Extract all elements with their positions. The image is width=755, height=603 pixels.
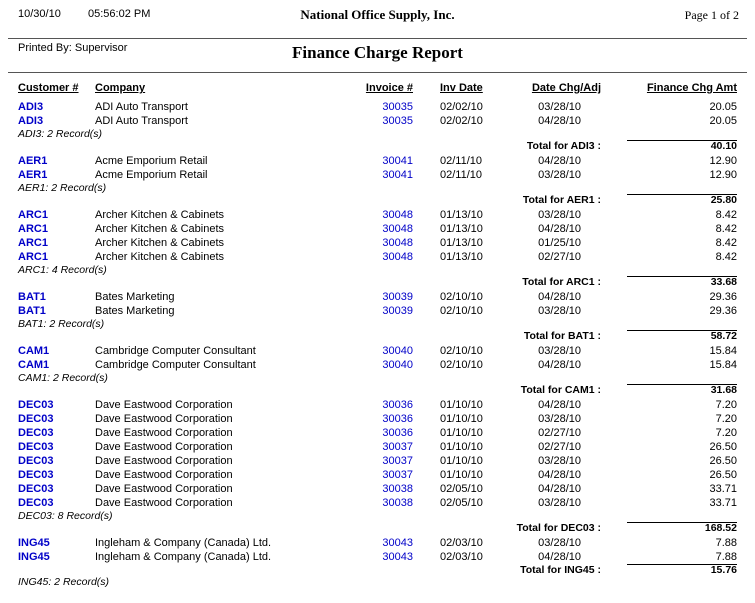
finance-charge-amount: 26.50 [709,469,737,481]
group-total-row [0,384,755,396]
company-name-cell: Cambridge Computer Consultant [95,345,256,357]
finance-charge-amount: 33.71 [709,483,737,495]
charge-adj-date-cell: 02/27/10 [538,251,581,263]
group-total-label: Total for ADI3 : [526,140,601,152]
charge-row [0,482,755,496]
finance-charge-amount: 15.84 [709,359,737,371]
group-total-row [0,140,755,152]
finance-charge-amount: 15.84 [709,345,737,357]
charge-adj-date-cell: 02/27/10 [538,427,581,439]
record-count-label: ING45: 2 Record(s) [18,576,110,588]
invoice-number-link[interactable]: 30035 [382,115,413,127]
company-name-cell: Dave Eastwood Corporation [95,441,233,453]
report-title: Finance Charge Report [292,43,463,62]
customer-id-link[interactable]: AER1 [18,155,48,167]
customer-id-link[interactable]: DEC03 [18,469,54,481]
invoice-number-link[interactable]: 30040 [382,345,413,357]
customer-id-link[interactable]: DEC03 [18,497,54,509]
page-indicator: Page 1 of 2 [684,8,739,22]
group-total-amount: 31.68 [601,384,737,396]
customer-id-link[interactable]: DEC03 [18,455,54,467]
finance-charge-amount: 12.90 [709,169,737,181]
group-total-row [0,330,755,342]
invoice-date-cell: 02/05/10 [440,497,483,509]
customer-id-link[interactable]: ARC1 [18,251,48,263]
charge-adj-date-cell: 04/28/10 [538,551,581,563]
column-header-row [0,78,755,100]
column-header-company: Company [95,82,146,94]
charge-adj-date-cell: 02/27/10 [538,441,581,453]
invoice-date-cell: 01/13/10 [440,251,483,263]
invoice-date-cell: 02/10/10 [440,305,483,317]
record-count-row [0,128,755,140]
customer-id-link[interactable]: AER1 [18,169,48,181]
invoice-date-cell: 01/10/10 [440,455,483,467]
invoice-number-link[interactable]: 30036 [382,427,413,439]
customer-id-link[interactable]: DEC03 [18,413,54,425]
page-header [0,0,755,78]
group-total-amount: 168.52 [601,522,737,534]
invoice-number-link[interactable]: 30036 [382,413,413,425]
group-total-label: Total for CAM1 : [520,384,601,396]
record-count-row [0,182,755,194]
printed-by: Printed By: Supervisor [18,42,128,54]
charge-row [0,208,755,222]
record-count-row [0,576,755,588]
customer-id-link[interactable]: ARC1 [18,209,48,221]
charge-row [0,440,755,454]
charge-row [0,250,755,264]
company-name-cell: Archer Kitchen & Cabinets [95,251,225,263]
record-count-row [0,372,755,384]
charge-row [0,412,755,426]
finance-charge-amount: 7.88 [715,551,737,563]
charge-adj-date-cell: 03/28/10 [538,537,581,549]
company-name-cell: Archer Kitchen & Cabinets [95,237,225,249]
company-name-cell: Ingleham & Company (Canada) Ltd. [95,551,272,563]
charge-adj-date-cell: 03/28/10 [538,455,581,467]
customer-id-link[interactable]: CAM1 [18,359,50,371]
finance-charge-amount: 33.71 [709,497,737,509]
charge-row [0,536,755,550]
group-total-amount: 58.72 [601,330,737,342]
invoice-date-cell: 02/11/10 [440,155,483,167]
charge-adj-date-cell: 04/28/10 [538,359,581,371]
invoice-number-link[interactable]: 30036 [382,399,413,411]
company-name: National Office Supply, Inc. [300,7,455,22]
charge-row [0,154,755,168]
column-header-customer: Customer # [18,82,79,94]
charge-row [0,114,755,128]
record-count-label: ADI3: 2 Record(s) [18,128,103,140]
charge-row [0,168,755,182]
finance-charge-amount: 7.20 [715,427,737,439]
customer-id-link[interactable]: ADI3 [18,101,44,113]
customer-group-ing45 [0,536,755,588]
group-total-label: Total for ARC1 : [522,276,601,288]
charge-adj-date-cell: 03/28/10 [538,413,581,425]
finance-charge-amount: 7.20 [715,399,737,411]
group-total-amount: 40.10 [601,140,737,152]
charge-row [0,100,755,114]
charge-adj-date-cell: 03/28/10 [538,209,581,221]
finance-charge-amount: 20.05 [709,101,737,113]
charge-row [0,358,755,372]
invoice-date-cell: 02/03/10 [440,537,483,549]
charge-row [0,304,755,318]
charge-row [0,290,755,304]
charge-adj-date-cell: 04/28/10 [538,399,581,411]
invoice-date-cell: 01/10/10 [440,427,483,439]
charge-adj-date-cell: 04/28/10 [538,291,581,303]
invoice-date-cell: 01/13/10 [440,209,483,221]
invoice-number-link[interactable]: 30048 [382,237,413,249]
invoice-date-cell: 01/13/10 [440,223,483,235]
record-count-label: DEC03: 8 Record(s) [18,510,113,522]
customer-id-link[interactable]: DEC03 [18,441,54,453]
company-name-cell: ADI Auto Transport [95,101,188,113]
invoice-number-link[interactable]: 30041 [382,155,413,167]
invoice-date-cell: 01/13/10 [440,237,483,249]
charge-row [0,398,755,412]
charge-row [0,222,755,236]
record-count-row [0,318,755,330]
customer-id-link[interactable]: DEC03 [18,483,54,495]
company-name-cell: Acme Emporium Retail [95,155,208,167]
invoice-number-link[interactable]: 30040 [382,359,413,371]
invoice-number-link[interactable]: 30037 [382,441,413,453]
finance-charge-amount: 8.42 [715,251,737,263]
invoice-date-cell: 02/10/10 [440,359,483,371]
invoice-date-cell: 02/05/10 [440,483,483,495]
group-total-label: Total for DEC03 : [516,522,601,534]
charge-row [0,454,755,468]
charge-adj-date-cell: 03/28/10 [538,497,581,509]
record-count-row [0,264,755,276]
invoice-date-cell: 02/11/10 [440,169,483,181]
company-name-cell: Archer Kitchen & Cabinets [95,209,225,221]
charge-row [0,550,755,564]
customer-id-link[interactable]: ADI3 [18,115,44,127]
invoice-number-link[interactable]: 30039 [382,291,413,303]
invoice-date-cell: 01/10/10 [440,441,483,453]
group-total-label: Total for ING45 : [520,564,601,576]
company-name-cell: ADI Auto Transport [95,115,188,127]
column-header-amount: Finance Chg Amt [646,82,737,94]
group-total-amount: 15.76 [601,564,737,576]
charge-adj-date-cell: 03/28/10 [538,101,581,113]
charge-row [0,496,755,510]
group-total-row [0,276,755,288]
invoice-number-link[interactable]: 30041 [382,169,413,181]
customer-id-link[interactable]: ING45 [18,537,50,549]
customer-group-arc1 [0,208,755,288]
charge-adj-date-cell: 01/25/10 [538,237,581,249]
customer-id-link[interactable]: ING45 [18,551,50,563]
finance-charge-amount: 7.88 [715,537,737,549]
column-header-date-chg: Date Chg/Adj [531,82,601,94]
charge-adj-date-cell: 04/28/10 [538,483,581,495]
record-count-label: BAT1: 2 Record(s) [18,318,105,330]
invoice-number-link[interactable]: 30038 [382,483,413,495]
company-name-cell: Dave Eastwood Corporation [95,413,233,425]
company-name-cell: Acme Emporium Retail [95,169,208,181]
company-name-cell: Dave Eastwood Corporation [95,497,233,509]
company-name-cell: Dave Eastwood Corporation [95,427,233,439]
company-name-cell: Bates Marketing [95,305,175,317]
charge-row [0,236,755,250]
invoice-number-link[interactable]: 30037 [382,469,413,481]
finance-charge-amount: 8.42 [715,209,737,221]
header-rule-bottom [8,72,747,73]
record-count-label: ARC1: 4 Record(s) [18,264,107,276]
group-total-label: Total for AER1 : [522,194,601,206]
charge-row [0,468,755,482]
group-total-label: Total for BAT1 : [523,330,601,342]
company-name-cell: Dave Eastwood Corporation [95,469,233,481]
finance-charge-amount: 7.20 [715,413,737,425]
company-name-cell: Dave Eastwood Corporation [95,455,233,467]
company-name-cell: Archer Kitchen & Cabinets [95,223,225,235]
group-total-amount: 25.80 [601,194,737,206]
finance-charge-amount: 8.42 [715,223,737,235]
customer-group-adi3 [0,100,755,152]
customer-group-bat1 [0,290,755,342]
invoice-number-link[interactable]: 30039 [382,305,413,317]
customer-id-link[interactable]: BAT1 [18,291,46,303]
invoice-number-link[interactable]: 30048 [382,251,413,263]
finance-charge-amount: 20.05 [709,115,737,127]
company-name-cell: Cambridge Computer Consultant [95,359,256,371]
invoice-date-cell: 02/10/10 [440,291,483,303]
charge-adj-date-cell: 04/28/10 [538,223,581,235]
company-name-cell: Ingleham & Company (Canada) Ltd. [95,537,272,549]
finance-charge-amount: 29.36 [709,305,737,317]
invoice-number-link[interactable]: 30037 [382,455,413,467]
finance-charge-amount: 26.50 [709,455,737,467]
group-total-row [0,564,755,576]
company-name-cell: Dave Eastwood Corporation [95,483,233,495]
invoice-number-link[interactable]: 30035 [382,101,413,113]
invoice-number-link[interactable]: 30048 [382,209,413,221]
customer-group-aer1 [0,154,755,206]
customer-id-link[interactable]: DEC03 [18,427,54,439]
invoice-date-cell: 02/10/10 [440,345,483,357]
charge-adj-date-cell: 04/28/10 [538,155,581,167]
print-date: 10/30/10 [18,8,61,20]
charge-adj-date-cell: 03/28/10 [538,345,581,357]
finance-charge-amount: 8.42 [715,237,737,249]
group-total-row [0,194,755,206]
charge-adj-date-cell: 03/28/10 [538,305,581,317]
invoice-date-cell: 02/02/10 [440,115,483,127]
record-count-label: AER1: 2 Record(s) [18,182,107,194]
customer-id-link[interactable]: ARC1 [18,223,48,235]
customer-group-cam1 [0,344,755,396]
group-total-row [0,522,755,534]
customer-group-dec03 [0,398,755,534]
customer-id-link[interactable]: ARC1 [18,237,48,249]
customer-id-link[interactable]: DEC03 [18,399,54,411]
charge-row [0,344,755,358]
group-total-amount: 33.68 [601,276,737,288]
header-rule-top [8,38,747,39]
customer-id-link[interactable]: CAM1 [18,345,50,357]
record-count-label: CAM1: 2 Record(s) [18,372,108,384]
invoice-number-link[interactable]: 30043 [382,537,413,549]
invoice-date-cell: 01/10/10 [440,469,483,481]
invoice-date-cell: 01/10/10 [440,399,483,411]
invoice-number-link[interactable]: 30038 [382,497,413,509]
invoice-date-cell: 02/02/10 [440,101,483,113]
company-name-cell: Bates Marketing [95,291,175,303]
charge-adj-date-cell: 04/28/10 [538,115,581,127]
company-name-cell: Dave Eastwood Corporation [95,399,233,411]
print-time: 05:56:02 PM [88,8,151,20]
invoice-number-link[interactable]: 30043 [382,551,413,563]
charge-adj-date-cell: 04/28/10 [538,469,581,481]
finance-charge-amount: 12.90 [709,155,737,167]
record-count-row [0,510,755,522]
invoice-date-cell: 01/10/10 [440,413,483,425]
customer-id-link[interactable]: BAT1 [18,305,46,317]
report-body [0,100,755,588]
finance-charge-amount: 26.50 [709,441,737,453]
invoice-date-cell: 02/03/10 [440,551,483,563]
invoice-number-link[interactable]: 30048 [382,223,413,235]
finance-charge-amount: 29.36 [709,291,737,303]
column-header-inv-date: Inv Date [440,82,483,94]
column-header-invoice: Invoice # [365,82,413,94]
charge-adj-date-cell: 03/28/10 [538,169,581,181]
charge-row [0,426,755,440]
